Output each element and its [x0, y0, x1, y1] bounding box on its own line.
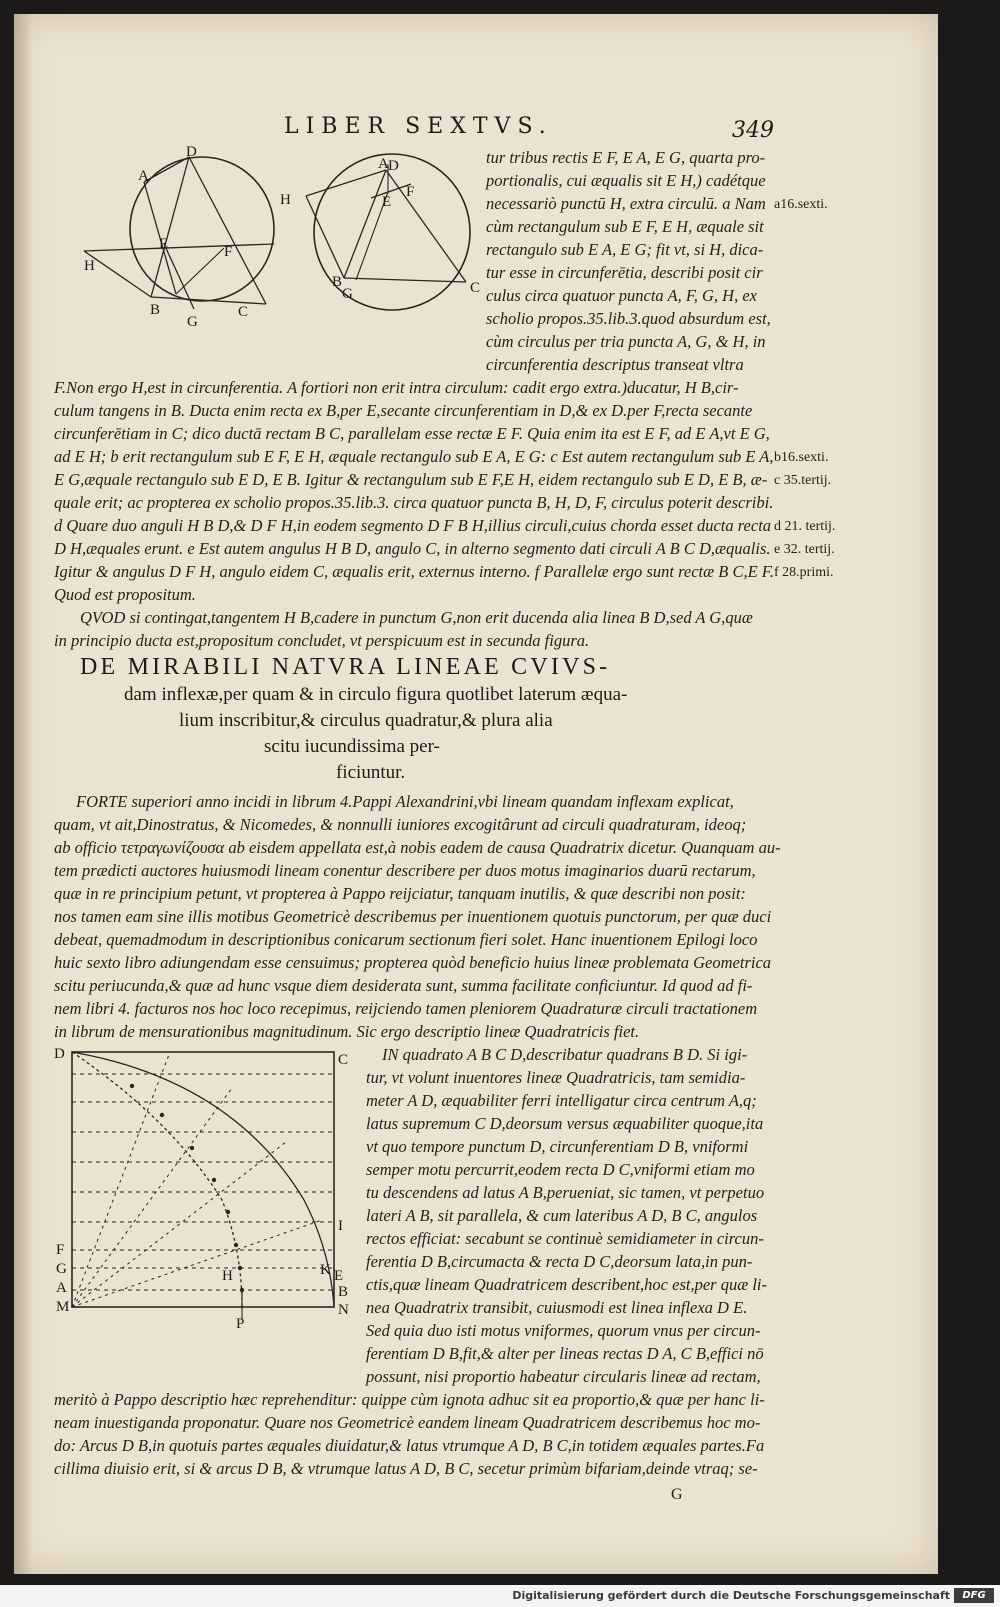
fig-label: C	[470, 280, 481, 296]
text-line: ab officio τετραγωνίζουσα ab eisdem appellata est,à nobis eadem de causa Quadratrix dicetur. Quanquam au-	[54, 838, 781, 857]
text-line: D H,æquales erunt. e Est autem angulus H B D, angulo C, in alterno segmento dati circuli A B C D,æqualis.	[54, 539, 771, 558]
text-line: culus circa quatuor puncta A, F, G, H, ex	[486, 286, 757, 305]
fig-label: B	[338, 1284, 349, 1300]
text-line: IN quadrato A B C D,describatur quadrans B D. Si igi-	[382, 1045, 748, 1064]
text-line: nos tamen eam sine illis motibus Geometricè describemus per inuentionem quotuis punctorum, per quæ duci	[54, 907, 772, 926]
text-line: huic sexto libro adiungendam esse censuimus; propterea quòd beneficio huius lineæ problemata Geometrica	[54, 953, 772, 972]
section-title-line: dam inflexæ,per quam & in circulo figura quotlibet laterum æqua-	[124, 684, 628, 705]
fig-label: H	[222, 1268, 233, 1284]
text-line: cillima diuisio erit, si & arcus D B, & vtrumque latus A D, B C, secetur primùm bifariam,deinde vtraq; se-	[54, 1459, 758, 1478]
fig-label: B	[332, 274, 343, 290]
text-line: necessariò punctū H, extra circulū. a Nam	[486, 194, 766, 213]
text-line: ferentia D B,circumacta & recta D C,deorsum lata,in pun-	[366, 1252, 753, 1271]
fig-label: G	[187, 314, 198, 330]
fig-label: A	[378, 156, 389, 172]
text-line: meter A D, æquabiliter ferri intelligatur circa centrum A,q;	[366, 1091, 757, 1110]
margin-note: b16.sexti.	[774, 450, 829, 465]
text-line: do: Arcus D B,in quotuis partes æquales diuidatur,& latus vtrumque A D, B C,in totidem æquales partes.Fa	[54, 1436, 765, 1455]
fig-label: A	[56, 1280, 67, 1296]
text-line: semper motu percurrit,eodem recta D C,vniformi etiam mo	[366, 1160, 755, 1179]
section-title-line: scitu iucundissima per-	[264, 736, 440, 757]
fig-label: F	[224, 244, 233, 260]
text-line: tur, vt volunt inuentores lineæ Quadratricis, tam semidia-	[366, 1068, 746, 1087]
margin-note: e 32. tertij.	[774, 542, 835, 557]
figure-top-left	[64, 144, 289, 334]
text-line: E G,æquale rectangulo sub E D, E B. Igitur & rectangulum sub E F,E H, eidem rectangulo sub E D, E B, æ-	[54, 470, 768, 489]
text-line: vt quo tempore punctum D, circunferentiam D B, vniformi	[366, 1137, 749, 1156]
text-line: quam, vt ait,Dinostratus, & Nicomedes, & nonnulli iuniores excogitârunt ad circuli quadraturam, ideoq;	[54, 815, 747, 834]
text-line: circunferentia descriptus transeat vltra	[486, 355, 744, 374]
fig-label: G	[56, 1261, 67, 1277]
text-line: FORTE superiori anno incidi in librum 4.Pappi Alexandrini,vbi lineam quandam inflexam explicat,	[76, 792, 734, 811]
text-line: scitu periucunda,& quæ ad hunc vsque diem desiderata sunt, summa facilitate conficiuntur. Id quod ad fi-	[54, 976, 753, 995]
text-line: latus supremum C D,deorsum versus æquabiliter quoque,ita	[366, 1114, 764, 1133]
text-line: tur tribus rectis E F, E A, E G, quarta pro-	[486, 148, 766, 167]
signature-mark: G	[671, 1486, 683, 1503]
fig-label: D	[388, 158, 399, 174]
margin-note: d 21. tertij.	[774, 519, 836, 534]
fig-label: G	[342, 286, 353, 302]
text-line: circunferētiam in C; dico ductā rectam B C, parallelam esse rectæ E F. Quia enim ita est E F, ad E A,vt E G,	[54, 424, 770, 443]
page-gutter-shadow	[14, 14, 32, 1574]
fig-label: F	[406, 184, 415, 200]
text-line: F.Non ergo H,est in circunferentia. A fortiori non erit intra circulum: cadit ergo extra.)ducatur, H B,cir-	[54, 378, 739, 397]
text-line: cùm rectangulum sub E F, E H, æquale sit	[486, 217, 764, 236]
fig-label: K	[320, 1262, 331, 1278]
text-line: quale erit; ac propterea ex scholio propos.35.lib.3. circa quatuor puncta B, H, D, F, circulus poterit describi.	[54, 493, 774, 512]
fig-label: C	[238, 304, 249, 320]
text-line: in principio ducta est,propositum concludet, vt perspicuum est in secunda figura.	[54, 631, 590, 650]
footer-bar	[0, 1585, 1000, 1607]
text-line: debeat, quemadmodum in descriptionibus conicarum sectionum fieri solet. Hanc inuentionem Epilogi loco	[54, 930, 758, 949]
text-line: ctis,quæ lineam Quadratricem describent,hoc est,per quæ li-	[366, 1275, 767, 1294]
text-line: neam inuestiganda proponatur. Quare nos Geometricè eandem lineam Quadratricem describemus hoc mo-	[54, 1413, 761, 1432]
fig-label: H	[84, 258, 95, 274]
text-line: Sed quia duo isti motus vniformes, quorum vnus per circun-	[366, 1321, 761, 1340]
fig-label: E	[159, 236, 169, 252]
fig-label: F	[56, 1242, 65, 1258]
book-page	[14, 14, 938, 1574]
text-line: quæ in re principium petunt, vt propterea à Pappo reijciatur, tanquam inutilis, & quæ describi non posit:	[54, 884, 746, 903]
text-line: rectos efficiat: secabunt se continuè semidiameter in circun-	[366, 1229, 764, 1248]
fig-label: D	[54, 1046, 65, 1062]
fig-label: N	[338, 1302, 349, 1318]
text-line: ferentiam D B,fit,& alter per lineas rectas D A, C B,effici nō	[366, 1344, 764, 1363]
text-line: ad E H; b erit rectangulum sub E F, E H, æquale rectangulo sub E A, E G: c Est autem rectangulum sub E A,	[54, 447, 774, 466]
text-line: scholio propos.35.lib.3.quod absurdum est,	[486, 309, 771, 328]
text-line: nem libri 4. facturos nos hoc loco recepimus, reijciendo tamen pleniorem Quadraturæ circuli tractationem	[54, 999, 758, 1018]
text-line: cùm circulus per tria puncta A, G, & H, in	[486, 332, 766, 351]
page-number: 349	[732, 118, 774, 143]
fig-label: M	[56, 1299, 70, 1315]
section-title: DE MIRABILI NATVRA LINEAE CVIVS-	[80, 654, 611, 680]
text-line: QVOD si contingat,tangentem H B,cadere in punctum G,non erit ducenda alia linea B D,sed A G,quæ	[80, 608, 753, 627]
margin-note: f 28.primi.	[774, 565, 834, 580]
text-line: portionalis, cui æqualis sit E H,) cadétque	[486, 171, 766, 190]
margin-note: c 35.tertij.	[774, 473, 832, 488]
fig-label: E	[334, 1268, 344, 1284]
text-line: possunt, nisi proportio habeatur circularis lineæ ad rectam,	[366, 1367, 761, 1386]
fig-label: B	[150, 302, 161, 318]
text-line: culum tangens in B. Ducta enim recta ex B,per E,secante circunferentiam in D,& ex D.per F,recta secante	[54, 401, 753, 420]
text-line: lateri A B, sit parallela, & cum lateribus A D, B C, angulos	[366, 1206, 758, 1225]
fig-label: A	[138, 168, 149, 184]
fig-label: P	[236, 1316, 245, 1330]
fig-label: E	[382, 194, 392, 210]
section-title-line: lium inscribitur,& circulus quadratur,& plura alia	[179, 710, 553, 731]
figure-quadratrix	[42, 1040, 362, 1330]
running-title: LIBER SEXTVS.	[284, 114, 553, 139]
text-line: d Quare duo anguli H B D,& D F H,in eodem segmento D F B H,illius circuli,cuius chorda esset ducta recta	[54, 516, 772, 535]
fig-label: C	[338, 1052, 349, 1068]
text-line: in librum de mensurationibus magnitudinum. Sic ergo descriptio lineæ Quadratricis fiet.	[54, 1022, 640, 1041]
text-line: nea Quadratrix transibit, cuiusmodi est linea inflexa D E.	[366, 1298, 748, 1317]
text-line: Igitur & angulus D F H, angulo eidem C, æqualis erit, externus interno. f Parallelæ ergo sunt rectæ B C,E F.	[54, 562, 774, 581]
section-title-line: ficiuntur.	[336, 762, 406, 783]
fig-label: D	[186, 144, 197, 160]
text-line: Quod est propositum.	[54, 585, 196, 604]
fig-label: H	[280, 192, 291, 208]
text-line: tu descendens ad latus A B,perueniat, sic tamen, vt perpetuo	[366, 1183, 765, 1202]
text-line: tem prædicti auctores huiusmodi lineam conentur describere per duos motus imaginarios duarū rectarum,	[54, 861, 756, 880]
margin-note: a16.sexti.	[774, 197, 828, 212]
footer-funding-text: Digitalisierung gefördert durch die Deutsche Forschungsgemeinschaft	[512, 1589, 950, 1602]
text-line: rectangulo sub E A, E G; fit vt, si H, dica-	[486, 240, 764, 259]
fig-label: I	[338, 1218, 343, 1234]
text-line: meritò à Pappo descriptio hæc reprehenditur: quippe cùm ignota adhuc sit ea proportio,& quæ per hanc li-	[54, 1390, 765, 1409]
text-line: tur esse in circunferētia, describi posit cir	[486, 263, 763, 282]
dfg-logo: DFG	[954, 1588, 994, 1603]
figure-top-right	[276, 150, 504, 330]
